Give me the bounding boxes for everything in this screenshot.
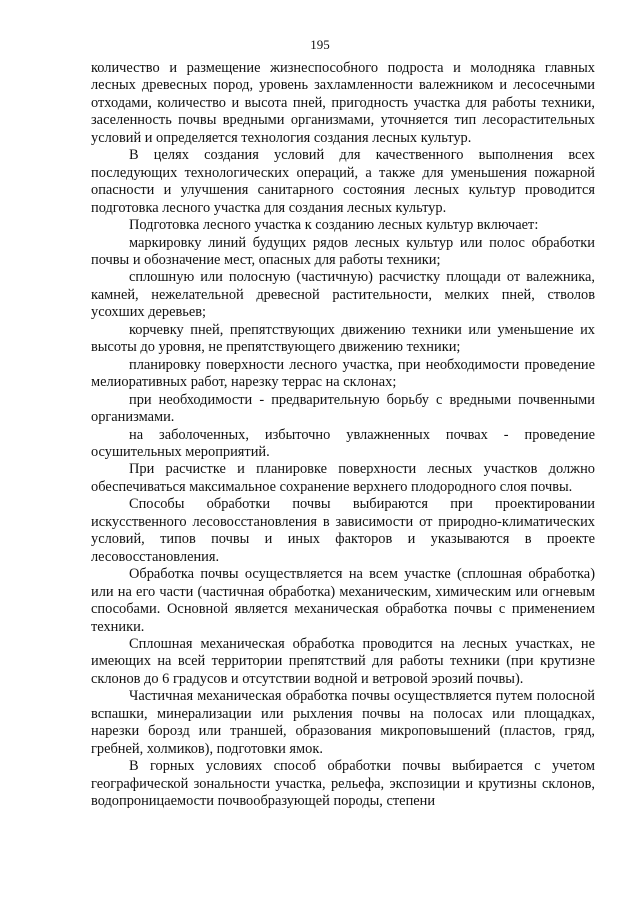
page-number: 195 [310, 37, 330, 52]
paragraph: количество и размещение жизнеспособного подроста и молодняка главных лесных древесных пород, уровень захламленности валежником и лесосечными отходами, количество и высота пней, пригодность участка для работы техники, заселенность почвы вредными организмами, уточняется тип лесорастительных условий и определяется технология создания лесных культур. [91, 60, 595, 146]
paragraph: Обработка почвы осуществляется на всем участке (сплошная обработка) или на его части (частичная обработка) механическим, химическим или огневым способами. Основной является механическая обработка почвы с применением техники. [91, 566, 595, 635]
list-item: корчевку пней, препятствующих движению техники или уменьшение их высоты до уровня, не препятствующего движению техники; [91, 321, 595, 356]
paragraph: Частичная механическая обработка почвы осуществляется путем полосной вспашки, минерализации или рыхления почвы на полосах или площадках, нарезки борозд или траншей, образования микроповышений (пластов, гряд, гребней, холмиков), подготовки ямок. [91, 688, 595, 757]
body-text [91, 60, 595, 810]
list-item: сплошную или полосную (частичную) расчистку площади от валежника, камней, нежелательной древесной растительности, мелких пней, стволов усохших деревьев; [91, 269, 595, 321]
paragraph: Подготовка лесного участка к созданию лесных культур включает: [129, 217, 539, 234]
paragraph: Способы обработки почвы выбираются при проектировании искусственного лесовосстановления в зависимости от природно-климатических условий, типов почвы и иных факторов и указываются в проекте лесовосстановления. [91, 496, 595, 565]
paragraph: Сплошная механическая обработка проводится на лесных участках, не имеющих на всей территории препятствий для работы техники (при крутизне склонов до 6 градусов и отсутствии водной и ветровой эрозий почвы). [91, 635, 595, 687]
list-item: планировку поверхности лесного участка, при необходимости проведение мелиоративных работ, нарезку террас на склонах; [91, 356, 595, 391]
paragraph: В целях создания условий для качественного выполнения всех последующих технологических операций, а также для уменьшения пожарной опасности и улучшения санитарного состояния лесных культур проводится подготовка лесного участка для создания лесных культур. [91, 147, 595, 216]
list-item: на заболоченных, избыточно увлажненных почвах - проведение осушительных мероприятий. [91, 426, 595, 460]
paragraph: При расчистке и планировке поверхности лесных участков должно обеспечиваться максимальное сохранение верхнего плодородного слоя почвы. [91, 461, 595, 495]
list-item: маркировку линий будущих рядов лесных культур или полос обработки почвы и обозначение мест, опасных для работы техники; [91, 234, 595, 268]
paragraph: В горных условиях способ обработки почвы выбирается с учетом географической зональности участка, рельефа, экспозиции и крутизны склонов, водопроницаемости почвообразующей породы, степени [91, 758, 595, 810]
list-item: при необходимости - предварительную борьбу с вредными почвенными организмами. [91, 391, 595, 426]
